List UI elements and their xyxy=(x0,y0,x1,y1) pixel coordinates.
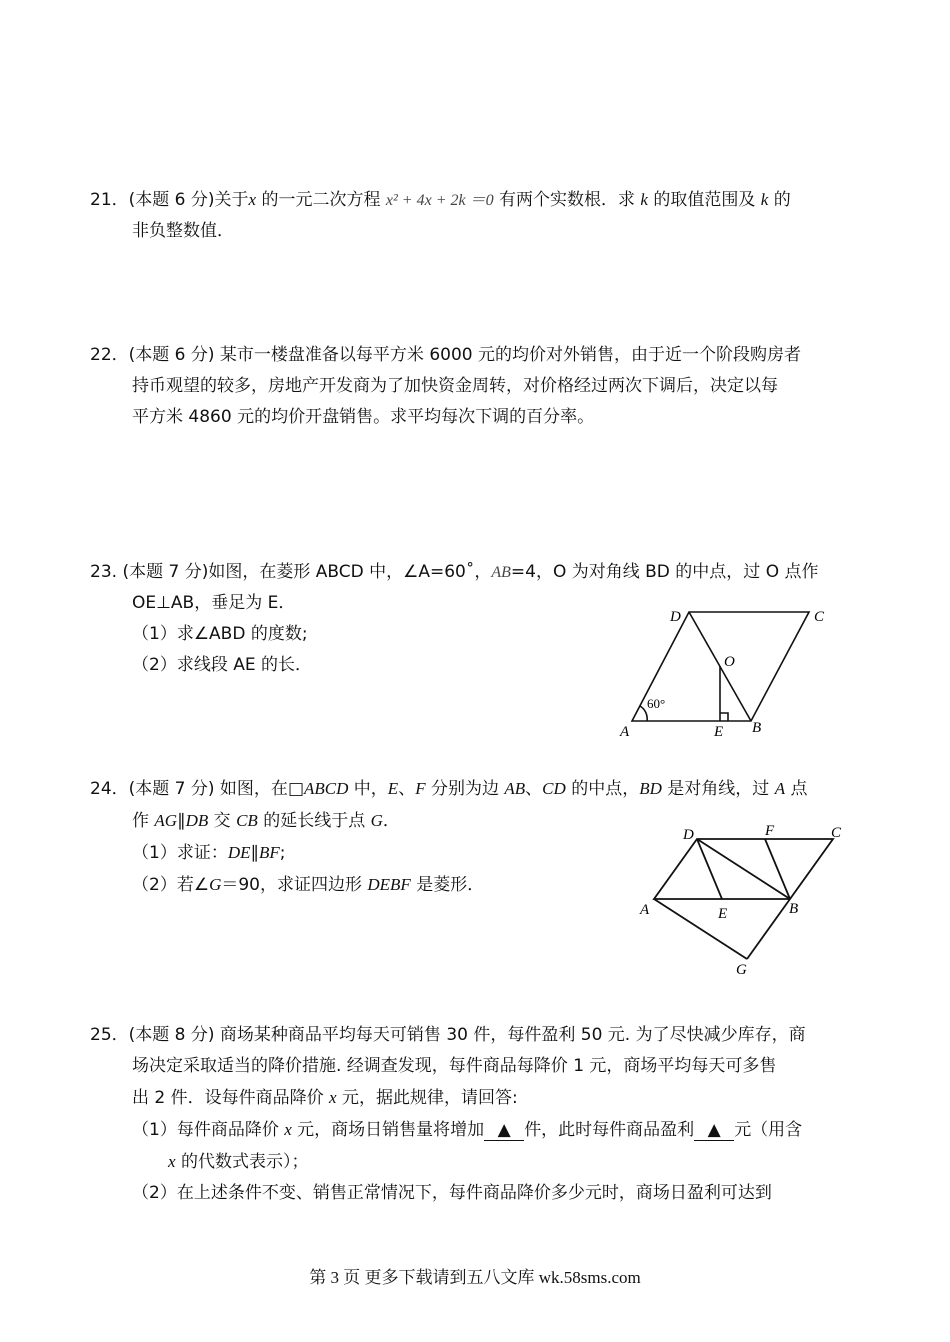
q25-line3 xyxy=(90,1082,865,1114)
q24-text: 点 xyxy=(785,779,808,799)
q21-var-k: k xyxy=(640,190,648,209)
q22-line2: 持币观望的较多，房地产开发商为了加快资金周转，对价格经过两次下调后，决定以每 xyxy=(132,376,778,396)
label-a: A xyxy=(620,724,630,740)
q23-part1: （1）求∠ABD 的度数; xyxy=(132,624,308,644)
label-e: E xyxy=(718,906,728,922)
q25-var-x: x xyxy=(329,1088,337,1107)
page-footer: 第 3 页 更多下载请到五八文库 wk.58sms.com xyxy=(309,1268,641,1287)
q24-text: ． xyxy=(382,811,400,831)
q24-text: 24．(本题 7 分) 如图，在 xyxy=(90,779,288,799)
q24-text: 是菱形． xyxy=(410,875,485,895)
q24-var: DEBF xyxy=(367,875,411,894)
label-c: C xyxy=(831,825,842,841)
q25-part1 xyxy=(90,1114,865,1146)
q21-line2: 非负整数值． xyxy=(132,221,234,241)
q25-text: 件，此时每件商品盈利 xyxy=(524,1120,695,1140)
q25-line2: 场决定采取适当的降价措施. 经调查发现，每件商品每降价 1 元，商场平均每天可多售 xyxy=(132,1056,777,1076)
q24-text: 的中点， xyxy=(565,779,640,799)
label-d: D xyxy=(683,827,694,843)
q21-text: 的取值范围及 xyxy=(647,190,761,210)
q25-text: （1）每件商品降价 xyxy=(132,1120,285,1140)
q24-parallelogram-figure xyxy=(632,820,852,980)
q24-var: G xyxy=(370,811,383,830)
parallel-symbol: ∥ xyxy=(177,811,186,831)
q23-rhombus-figure xyxy=(612,600,842,742)
q24-text: 的延长线于点 xyxy=(257,811,371,831)
q21-equation: x² + 4x + 2k ＝0 xyxy=(385,192,494,209)
label-d: D xyxy=(670,609,681,625)
q24-text: （1）求证： xyxy=(132,843,228,863)
q25-var-x: x xyxy=(284,1120,292,1139)
q24-var: CD xyxy=(542,779,566,798)
q21-text: 的 xyxy=(768,190,791,210)
q24-text: 中， xyxy=(348,779,388,799)
q24-text: （2）若∠ xyxy=(132,875,210,895)
q24-text: 交 xyxy=(208,811,237,831)
label-b: B xyxy=(789,901,799,917)
diagonal-bd xyxy=(697,839,790,899)
q24-var: BF xyxy=(259,843,280,862)
label-g: G xyxy=(736,962,747,978)
q24-var: DE xyxy=(227,843,251,862)
q24-text: 分别为边 xyxy=(425,779,505,799)
q21-line1 xyxy=(90,184,865,216)
q24-var: AG xyxy=(154,811,178,830)
q21-text: 有两个实数根．求 xyxy=(493,190,641,210)
q24-var: CB xyxy=(236,811,258,830)
label-f: F xyxy=(765,823,775,839)
q25-var-x: x xyxy=(168,1152,176,1171)
q25-text: 元，商场日销售量将增加 xyxy=(291,1120,485,1140)
q24-line1 xyxy=(90,773,865,805)
q21-var-x: x xyxy=(248,190,257,209)
angle-label: 60° xyxy=(647,696,666,711)
q24-text: 、 xyxy=(525,779,543,799)
q21-var-k: k xyxy=(760,190,769,209)
q24-var: AB xyxy=(504,779,526,798)
q24-var: ABCD xyxy=(304,779,349,798)
q24-var: G xyxy=(209,875,222,894)
q24-var: A xyxy=(774,779,786,798)
label-b: B xyxy=(752,720,762,736)
q24-var: E xyxy=(387,779,399,798)
q25-text: 的代数式表示）； xyxy=(175,1152,309,1172)
q21-number: 21．(本题 6 分)关于 xyxy=(90,190,249,210)
q24-text: 是对角线，过 xyxy=(661,779,775,799)
label-c: C xyxy=(814,609,825,625)
q24-text: 、 xyxy=(398,779,416,799)
question-25 xyxy=(90,1020,865,1209)
q25-part2: （2）在上述条件不变、销售正常情况下，每件商品降价多少元时，商场日盈利可达到 xyxy=(132,1183,772,1203)
q23-text: 23. (本题 7 分)如图，在菱形 ABCD 中，∠A=60˚， xyxy=(90,562,492,582)
label-a: A xyxy=(640,902,650,918)
q25-text: 出 2 件．设每件商品降价 xyxy=(132,1088,330,1108)
q25-line1: 25．(本题 8 分) 商场某种商品平均每天可销售 30 件，每件盈利 50 元. 为了尽快减少库存，商 xyxy=(90,1025,806,1045)
q23-line1 xyxy=(90,557,865,588)
q24-var: DB xyxy=(185,811,209,830)
parallelogram-symbol: □ xyxy=(287,779,304,799)
segment-ag xyxy=(654,899,747,959)
q24-var: F xyxy=(415,779,426,798)
q23-line2: OE⊥AB，垂足为 E． xyxy=(132,593,296,613)
q23-ab: AB xyxy=(491,564,511,581)
q23-part2: （2）求线段 AE 的长． xyxy=(132,655,312,675)
q24-text: 作 xyxy=(132,811,155,831)
question-22 xyxy=(90,340,865,433)
label-e: E xyxy=(714,724,724,740)
q24-text: ＝90，求证四边形 xyxy=(221,875,368,895)
q23-text: =4，O 为对角线 BD 的中点，过 O 点作 xyxy=(510,562,819,582)
label-o: O xyxy=(724,654,735,670)
q25-part1-cont xyxy=(90,1146,865,1178)
q24-text: ; xyxy=(279,843,286,863)
answer-blank-1: ▲ xyxy=(484,1120,524,1141)
q22-line1: 22．(本题 6 分) 某市一楼盘准备以每平方米 6000 元的均价对外销售，由于近一个阶段购房者 xyxy=(90,345,801,365)
q22-line3: 平方米 4860 元的均价开盘销售。求平均每次下调的百分率。 xyxy=(132,407,595,427)
right-angle-mark xyxy=(720,713,728,721)
q25-text: 元，据此规律，请回答: xyxy=(336,1088,518,1108)
q21-text: 的一元二次方程 xyxy=(256,190,386,210)
answer-blank-2: ▲ xyxy=(694,1120,734,1141)
question-21 xyxy=(90,184,865,247)
parallel-symbol: ∥ xyxy=(250,843,259,863)
q25-text: 元（用含 xyxy=(734,1120,803,1140)
segment-bg xyxy=(747,899,790,959)
q24-var: BD xyxy=(639,779,662,798)
